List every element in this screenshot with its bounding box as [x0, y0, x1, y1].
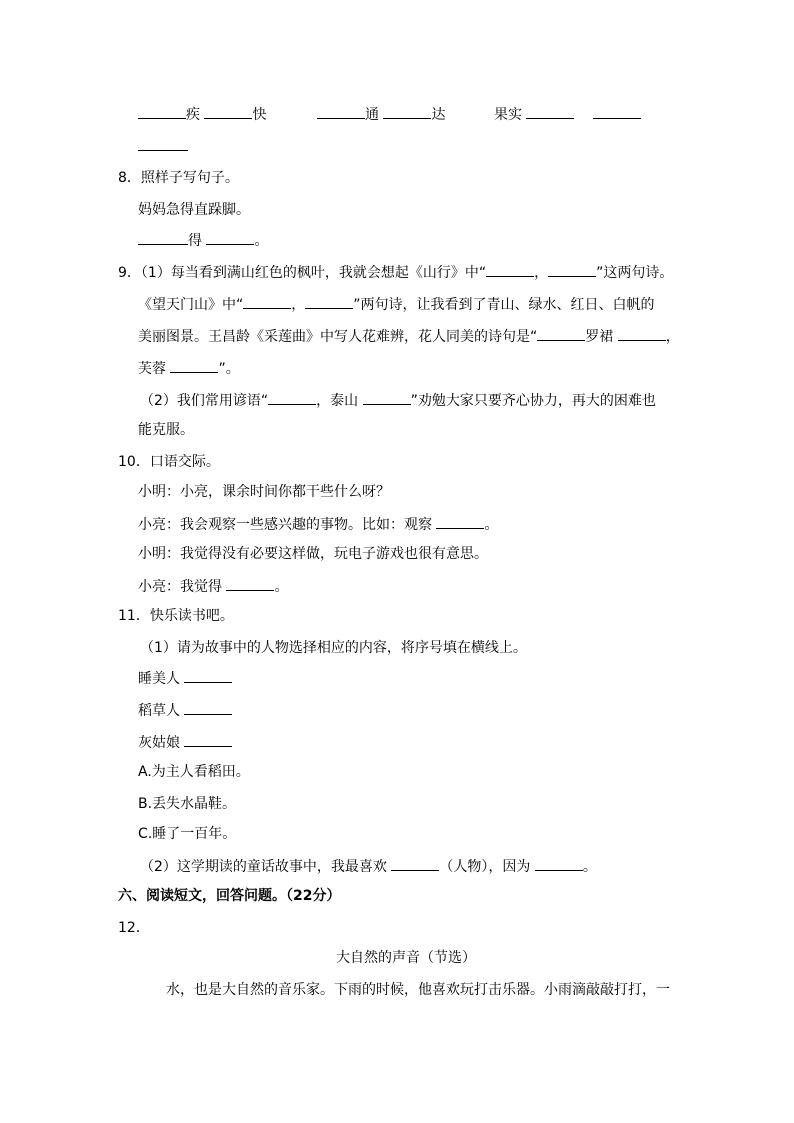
- answer-blank[interactable]: [363, 390, 411, 405]
- answer-blank[interactable]: [138, 230, 188, 245]
- text: 美丽图景。王昌龄《采莲曲》中写人花难辨，花人同美的诗句是“: [138, 329, 538, 345]
- answer-blank[interactable]: [618, 326, 666, 341]
- text: ”两句诗，让我看到了青山、绿水、红日、白帆的: [353, 297, 655, 313]
- answer-blank[interactable]: [206, 230, 254, 245]
- question-8-answer: [138, 230, 268, 251]
- text: 罗裙: [585, 329, 614, 345]
- word-label: 疾: [186, 107, 200, 123]
- text: ”。: [218, 361, 240, 377]
- answer-blank[interactable]: [184, 668, 232, 683]
- text: 小亮：我会观察一些感兴趣的事物。比如：观察: [138, 517, 432, 533]
- word-label: 通: [365, 107, 379, 123]
- answer-blank[interactable]: [170, 358, 218, 373]
- question-9-line-4: [138, 358, 240, 379]
- word-blank-row-wrap: [138, 136, 188, 157]
- option-b: B.丢失水晶鞋。: [138, 796, 237, 812]
- dialog-line-2: [138, 514, 498, 535]
- word-blank-row-3: [494, 104, 641, 125]
- answer-blank[interactable]: [317, 104, 365, 119]
- answer-blank[interactable]: [226, 576, 274, 591]
- text: 9．（1）每当看到满山红色的枫叶，我就会想起《山行》中“: [118, 265, 487, 281]
- question-8-example: 妈妈急得直跺脚。: [138, 202, 250, 218]
- word-blank-row-2: [317, 104, 445, 125]
- section-6-heading: 六、阅读短文，回答问题。（22分）: [118, 888, 341, 904]
- dialog-line-4: [138, 576, 288, 597]
- answer-blank[interactable]: [548, 262, 596, 277]
- punct: 。: [582, 859, 597, 875]
- question-9-line-1: [118, 262, 673, 283]
- character-1: [138, 668, 232, 689]
- answer-blank[interactable]: [204, 104, 252, 119]
- character-3: [138, 732, 232, 753]
- text: 《望天门山》中“: [138, 297, 244, 313]
- answer-blank[interactable]: [383, 104, 431, 119]
- fill-word: 得: [188, 233, 202, 249]
- question-10-stem: 10．口语交际。: [118, 454, 220, 470]
- punct: 。: [274, 579, 289, 595]
- answer-blank[interactable]: [486, 262, 534, 277]
- option-c: C.睡了一百年。: [138, 826, 237, 842]
- passage-title: 大自然的声音（节选）: [336, 950, 476, 966]
- character-2: [138, 700, 232, 721]
- punct: 。: [254, 233, 269, 249]
- punct: 。: [484, 517, 499, 533]
- question-9-line-5: [140, 390, 656, 411]
- answer-blank[interactable]: [184, 700, 232, 715]
- answer-blank[interactable]: [305, 294, 353, 309]
- question-11-sub-1: （1）请为故事中的人物选择相应的内容，将序号填在横线上。: [140, 640, 527, 656]
- text: ”这两句诗。: [596, 265, 674, 281]
- word-label: 快: [252, 107, 267, 123]
- dialog-line-1: 小明：小亮，课余时间你都干些什么呀？: [138, 484, 390, 500]
- question-9-line-6: 能克服。: [138, 422, 194, 438]
- answer-blank[interactable]: [537, 326, 585, 341]
- answer-blank[interactable]: [268, 390, 316, 405]
- answer-blank[interactable]: [243, 294, 291, 309]
- text: （人物），因为: [439, 859, 531, 875]
- text: ，: [534, 265, 549, 281]
- answer-blank[interactable]: [436, 514, 484, 529]
- word-blank-row: [138, 104, 266, 125]
- text: 稻草人: [138, 703, 180, 719]
- text: ”劝勉大家只要齐心协力，再大的困难也: [410, 393, 656, 409]
- word-label: 果实: [494, 107, 522, 123]
- answer-blank[interactable]: [526, 104, 574, 119]
- question-8-stem: 8．照样子写句子。: [118, 170, 239, 186]
- text: （2）我们常用谚语“: [140, 393, 269, 409]
- text: 芙蓉: [138, 361, 166, 377]
- dialog-line-3: 小明：我觉得没有必要这样做，玩电子游戏也很有意思。: [138, 546, 488, 562]
- text: （2）这学期读的童话故事中，我最喜欢: [140, 859, 387, 875]
- passage-paragraph: 水，也是大自然的音乐家。下雨的时候，他喜欢玩打击乐器。小雨滴敲敲打打，一: [166, 982, 670, 998]
- answer-blank[interactable]: [138, 136, 188, 151]
- text: 灰姑娘: [138, 735, 180, 751]
- question-12-number: 12．: [118, 920, 150, 936]
- answer-blank[interactable]: [138, 104, 186, 119]
- question-9-line-2: [138, 294, 655, 315]
- answer-blank[interactable]: [593, 104, 641, 119]
- answer-blank[interactable]: [184, 732, 232, 747]
- option-a: A.为主人看稻田。: [138, 764, 250, 780]
- text: ，: [291, 297, 306, 313]
- text: ，: [665, 329, 680, 345]
- question-11-stem: 11．快乐读书吧。: [118, 608, 234, 624]
- text: 睡美人: [138, 671, 180, 687]
- answer-blank[interactable]: [391, 856, 439, 871]
- question-11-sub-2: [140, 856, 597, 877]
- question-9-line-3: [138, 326, 680, 347]
- text: 小亮：我觉得: [138, 579, 222, 595]
- text: ，泰山: [316, 393, 359, 409]
- answer-blank[interactable]: [535, 856, 583, 871]
- word-label: 达: [431, 107, 446, 123]
